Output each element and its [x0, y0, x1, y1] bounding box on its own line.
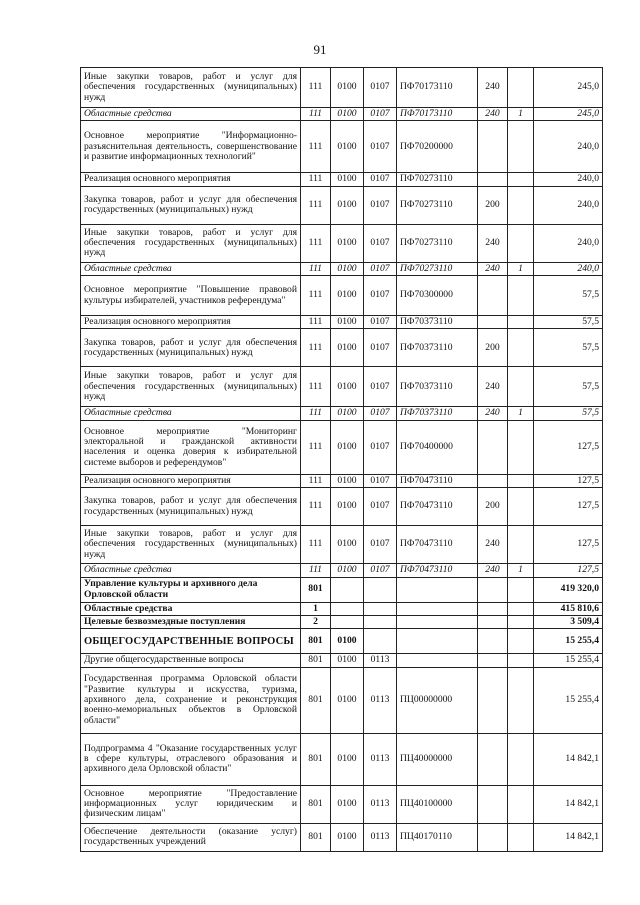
target-article-cell: ПФ70400000 [397, 420, 478, 474]
amount-cell: 15 255,4 [534, 667, 603, 733]
subsection-code-cell: 0107 [364, 420, 397, 474]
ministry-code-cell: 111 [301, 108, 331, 121]
item-name-cell: Целевые безвозмездные поступления [81, 615, 301, 628]
item-name-cell: Реализация основного мероприятия [81, 474, 301, 487]
section-code-cell: 0100 [331, 276, 364, 316]
item-name-cell: Основное мероприятие "Информационно-разъяснительная деятельность, совершенствование и развитие информационных технологий" [81, 121, 301, 173]
funding-source-cell [508, 121, 534, 173]
subsection-code-cell: 0107 [364, 68, 397, 108]
funding-source-cell [508, 615, 534, 628]
expense-type-cell: 200 [478, 329, 508, 367]
table-row [81, 474, 603, 487]
funding-source-cell [508, 629, 534, 654]
expense-type-cell: 240 [478, 68, 508, 108]
target-article-cell: ПЦ40170110 [397, 823, 478, 851]
ministry-code-cell: 111 [301, 276, 331, 316]
ministry-code-cell: 111 [301, 564, 331, 577]
amount-cell: 240,0 [534, 186, 603, 224]
ministry-code-cell: 801 [301, 629, 331, 654]
item-name-cell: Управление культуры и архивного дела Орловской области [81, 577, 301, 602]
amount-cell: 14 842,1 [534, 785, 603, 823]
item-name-cell: Подпрограмма 4 "Оказание государственных услуг в сфере культуры, отраслевого образования и архивного дела Орловской области" [81, 733, 301, 785]
target-article-cell [397, 602, 478, 615]
item-name-cell: Обеспечение деятельности (оказание услуг) государственных учреждений [81, 823, 301, 851]
amount-cell: 245,0 [534, 108, 603, 121]
amount-cell: 3 509,4 [534, 615, 603, 628]
item-name-cell: Государственная программа Орловской области "Развитие культуры и искусства, туризма, архивного дела, сохранение и реконструкция военно-мемориальных объектов в Орловской области" [81, 667, 301, 733]
amount-cell: 245,0 [534, 68, 603, 108]
subsection-code-cell: 0107 [364, 276, 397, 316]
target-article-cell [397, 629, 478, 654]
section-code-cell: 0100 [331, 316, 364, 329]
target-article-cell: ПФ70473110 [397, 564, 478, 577]
expense-type-cell: 240 [478, 367, 508, 407]
section-code-cell: 0100 [331, 186, 364, 224]
table-row [81, 224, 603, 262]
ministry-code-cell: 801 [301, 577, 331, 602]
subsection-code-cell [364, 577, 397, 602]
target-article-cell: ПФ70473110 [397, 488, 478, 526]
ministry-code-cell: 111 [301, 316, 331, 329]
funding-source-cell [508, 186, 534, 224]
subsection-code-cell: 0107 [364, 474, 397, 487]
target-article-cell: ПФ70173110 [397, 108, 478, 121]
table-row [81, 629, 603, 654]
funding-source-cell: 1 [508, 564, 534, 577]
ministry-code-cell: 111 [301, 329, 331, 367]
ministry-code-cell: 801 [301, 654, 331, 667]
funding-source-cell [508, 474, 534, 487]
expense-type-cell [478, 615, 508, 628]
amount-cell: 127,5 [534, 564, 603, 577]
section-code-cell: 0100 [331, 474, 364, 487]
section-code-cell [331, 602, 364, 615]
ministry-code-cell: 2 [301, 615, 331, 628]
funding-source-cell [508, 667, 534, 733]
item-name-cell: Областные средства [81, 262, 301, 275]
section-code-cell: 0100 [331, 262, 364, 275]
budget-table [80, 67, 603, 852]
subsection-code-cell: 0107 [364, 329, 397, 367]
item-name-cell: Основное мероприятие "Мониторинг электоральной и гражданской активности населения и оценка доверия к избирательной системе выборов и референдумов" [81, 420, 301, 474]
section-code-cell: 0100 [331, 108, 364, 121]
funding-source-cell [508, 68, 534, 108]
section-code-cell: 0100 [331, 733, 364, 785]
item-name-cell: Областные средства [81, 108, 301, 121]
item-name-cell: Закупка товаров, работ и услуг для обеспечения государственных (муниципальных) нужд [81, 329, 301, 367]
table-row [81, 823, 603, 851]
expense-type-cell [478, 667, 508, 733]
section-code-cell: 0100 [331, 564, 364, 577]
item-name-cell: Областные средства [81, 407, 301, 420]
item-name-cell: Основное мероприятие "Предоставление информационных услуг юридическим и физическим лицам" [81, 785, 301, 823]
ministry-code-cell: 1 [301, 602, 331, 615]
funding-source-cell [508, 526, 534, 564]
expense-type-cell [478, 823, 508, 851]
amount-cell: 57,5 [534, 316, 603, 329]
amount-cell: 419 320,0 [534, 577, 603, 602]
table-row [81, 602, 603, 615]
section-code-cell: 0100 [331, 224, 364, 262]
subsection-code-cell: 0107 [364, 526, 397, 564]
ministry-code-cell: 801 [301, 823, 331, 851]
ministry-code-cell: 801 [301, 785, 331, 823]
amount-cell: 14 842,1 [534, 823, 603, 851]
ministry-code-cell: 111 [301, 407, 331, 420]
subsection-code-cell: 0113 [364, 733, 397, 785]
target-article-cell: ПФ70273110 [397, 262, 478, 275]
item-name-cell: Иные закупки товаров, работ и услуг для обеспечения государственных (муниципальных) нужд [81, 68, 301, 108]
ministry-code-cell: 111 [301, 262, 331, 275]
expense-type-cell [478, 785, 508, 823]
subsection-code-cell: 0107 [364, 564, 397, 577]
ministry-code-cell: 111 [301, 488, 331, 526]
amount-cell: 240,0 [534, 224, 603, 262]
expense-type-cell: 200 [478, 186, 508, 224]
section-code-cell [331, 577, 364, 602]
funding-source-cell [508, 488, 534, 526]
ministry-code-cell: 111 [301, 224, 331, 262]
funding-source-cell [508, 577, 534, 602]
section-code-cell: 0100 [331, 329, 364, 367]
target-article-cell: ПФ70173110 [397, 68, 478, 108]
item-name-cell: Реализация основного мероприятия [81, 173, 301, 186]
section-code-cell: 0100 [331, 407, 364, 420]
subsection-code-cell: 0107 [364, 407, 397, 420]
item-name-cell: Областные средства [81, 564, 301, 577]
subsection-code-cell [364, 629, 397, 654]
amount-cell: 240,0 [534, 121, 603, 173]
amount-cell: 14 842,1 [534, 733, 603, 785]
amount-cell: 240,0 [534, 173, 603, 186]
target-article-cell [397, 577, 478, 602]
target-article-cell: ПФ70300000 [397, 276, 478, 316]
target-article-cell: ПФ70273110 [397, 224, 478, 262]
ministry-code-cell: 801 [301, 667, 331, 733]
item-name-cell: Закупка товаров, работ и услуг для обеспечения государственных (муниципальных) нужд [81, 186, 301, 224]
subsection-code-cell: 0107 [364, 108, 397, 121]
section-code-cell: 0100 [331, 420, 364, 474]
table-row [81, 564, 603, 577]
table-row [81, 785, 603, 823]
table-row [81, 367, 603, 407]
budget-table-body [81, 68, 603, 852]
expense-type-cell: 240 [478, 564, 508, 577]
expense-type-cell [478, 420, 508, 474]
amount-cell: 127,5 [534, 474, 603, 487]
ministry-code-cell: 111 [301, 474, 331, 487]
target-article-cell: ПФ70473110 [397, 526, 478, 564]
funding-source-cell [508, 316, 534, 329]
amount-cell: 15 255,4 [534, 629, 603, 654]
target-article-cell: ПФ70200000 [397, 121, 478, 173]
subsection-code-cell: 0113 [364, 785, 397, 823]
target-article-cell: ПЦ00000000 [397, 667, 478, 733]
section-code-cell: 0100 [331, 68, 364, 108]
ministry-code-cell: 111 [301, 173, 331, 186]
section-code-cell: 0100 [331, 785, 364, 823]
amount-cell: 127,5 [534, 526, 603, 564]
subsection-code-cell: 0107 [364, 121, 397, 173]
target-article-cell: ПЦ40000000 [397, 733, 478, 785]
expense-type-cell [478, 733, 508, 785]
table-row [81, 262, 603, 275]
table-row [81, 733, 603, 785]
expense-type-cell: 240 [478, 224, 508, 262]
funding-source-cell [508, 785, 534, 823]
table-row [81, 667, 603, 733]
table-row [81, 108, 603, 121]
expense-type-cell [478, 474, 508, 487]
table-row [81, 526, 603, 564]
section-code-cell: 0100 [331, 526, 364, 564]
amount-cell: 415 810,6 [534, 602, 603, 615]
table-row [81, 615, 603, 628]
section-code-cell: 0100 [331, 667, 364, 733]
funding-source-cell: 1 [508, 407, 534, 420]
target-article-cell: ПФ70373110 [397, 316, 478, 329]
amount-cell: 57,5 [534, 329, 603, 367]
ministry-code-cell: 111 [301, 68, 331, 108]
expense-type-cell [478, 602, 508, 615]
expense-type-cell: 200 [478, 488, 508, 526]
amount-cell: 57,5 [534, 276, 603, 316]
section-code-cell: 0100 [331, 121, 364, 173]
section-code-cell: 0100 [331, 629, 364, 654]
ministry-code-cell: 111 [301, 526, 331, 564]
table-row [81, 186, 603, 224]
subsection-code-cell: 0107 [364, 488, 397, 526]
table-row [81, 316, 603, 329]
subsection-code-cell: 0107 [364, 173, 397, 186]
expense-type-cell [478, 577, 508, 602]
table-row [81, 329, 603, 367]
amount-cell: 15 255,4 [534, 654, 603, 667]
expense-type-cell: 240 [478, 108, 508, 121]
funding-source-cell [508, 367, 534, 407]
table-row [81, 577, 603, 602]
target-article-cell: ПЦ40100000 [397, 785, 478, 823]
item-name-cell: Иные закупки товаров, работ и услуг для обеспечения государственных (муниципальных) нужд [81, 526, 301, 564]
subsection-code-cell: 0107 [364, 224, 397, 262]
section-code-cell: 0100 [331, 367, 364, 407]
amount-cell: 57,5 [534, 407, 603, 420]
section-code-cell: 0100 [331, 488, 364, 526]
funding-source-cell: 1 [508, 108, 534, 121]
section-code-cell: 0100 [331, 823, 364, 851]
section-code-cell: 0100 [331, 173, 364, 186]
funding-source-cell [508, 654, 534, 667]
subsection-code-cell: 0113 [364, 654, 397, 667]
item-name-cell: Областные средства [81, 602, 301, 615]
item-name-cell: Закупка товаров, работ и услуг для обеспечения государственных (муниципальных) нужд [81, 488, 301, 526]
table-row [81, 488, 603, 526]
section-code-cell [331, 615, 364, 628]
target-article-cell: ПФ70473110 [397, 474, 478, 487]
item-name-cell: ОБЩЕГОСУДАРСТВЕННЫЕ ВОПРОСЫ [81, 629, 301, 654]
funding-source-cell [508, 329, 534, 367]
subsection-code-cell: 0107 [364, 186, 397, 224]
subsection-code-cell: 0113 [364, 667, 397, 733]
funding-source-cell [508, 602, 534, 615]
ministry-code-cell: 801 [301, 733, 331, 785]
page-number: 91 [313, 42, 327, 57]
ministry-code-cell: 111 [301, 367, 331, 407]
expense-type-cell: 240 [478, 407, 508, 420]
table-row [81, 654, 603, 667]
expense-type-cell: 240 [478, 526, 508, 564]
subsection-code-cell [364, 602, 397, 615]
amount-cell: 127,5 [534, 488, 603, 526]
amount-cell: 240,0 [534, 262, 603, 275]
funding-source-cell: 1 [508, 262, 534, 275]
expense-type-cell [478, 276, 508, 316]
table-row [81, 407, 603, 420]
target-article-cell: ПФ70373110 [397, 367, 478, 407]
subsection-code-cell [364, 615, 397, 628]
ministry-code-cell: 111 [301, 186, 331, 224]
funding-source-cell [508, 224, 534, 262]
subsection-code-cell: 0107 [364, 262, 397, 275]
target-article-cell [397, 654, 478, 667]
funding-source-cell [508, 276, 534, 316]
target-article-cell: ПФ70373110 [397, 329, 478, 367]
item-name-cell: Основное мероприятие "Повышение правовой культуры избирателей, участников референдума" [81, 276, 301, 316]
expense-type-cell [478, 629, 508, 654]
target-article-cell: ПФ70273110 [397, 173, 478, 186]
funding-source-cell [508, 420, 534, 474]
funding-source-cell [508, 173, 534, 186]
ministry-code-cell: 111 [301, 420, 331, 474]
target-article-cell: ПФ70273110 [397, 186, 478, 224]
table-row [81, 276, 603, 316]
subsection-code-cell: 0107 [364, 316, 397, 329]
item-name-cell: Иные закупки товаров, работ и услуг для обеспечения государственных (муниципальных) нужд [81, 224, 301, 262]
table-row [81, 121, 603, 173]
table-row [81, 68, 603, 108]
funding-source-cell [508, 733, 534, 785]
funding-source-cell [508, 823, 534, 851]
expense-type-cell [478, 121, 508, 173]
item-name-cell: Иные закупки товаров, работ и услуг для обеспечения государственных (муниципальных) нужд [81, 367, 301, 407]
amount-cell: 57,5 [534, 367, 603, 407]
item-name-cell: Другие общегосударственные вопросы [81, 654, 301, 667]
target-article-cell: ПФ70373110 [397, 407, 478, 420]
subsection-code-cell: 0113 [364, 823, 397, 851]
table-row [81, 173, 603, 186]
expense-type-cell [478, 173, 508, 186]
table-row [81, 420, 603, 474]
amount-cell: 127,5 [534, 420, 603, 474]
item-name-cell: Реализация основного мероприятия [81, 316, 301, 329]
target-article-cell [397, 615, 478, 628]
section-code-cell: 0100 [331, 654, 364, 667]
expense-type-cell [478, 654, 508, 667]
ministry-code-cell: 111 [301, 121, 331, 173]
subsection-code-cell: 0107 [364, 367, 397, 407]
expense-type-cell: 240 [478, 262, 508, 275]
expense-type-cell [478, 316, 508, 329]
